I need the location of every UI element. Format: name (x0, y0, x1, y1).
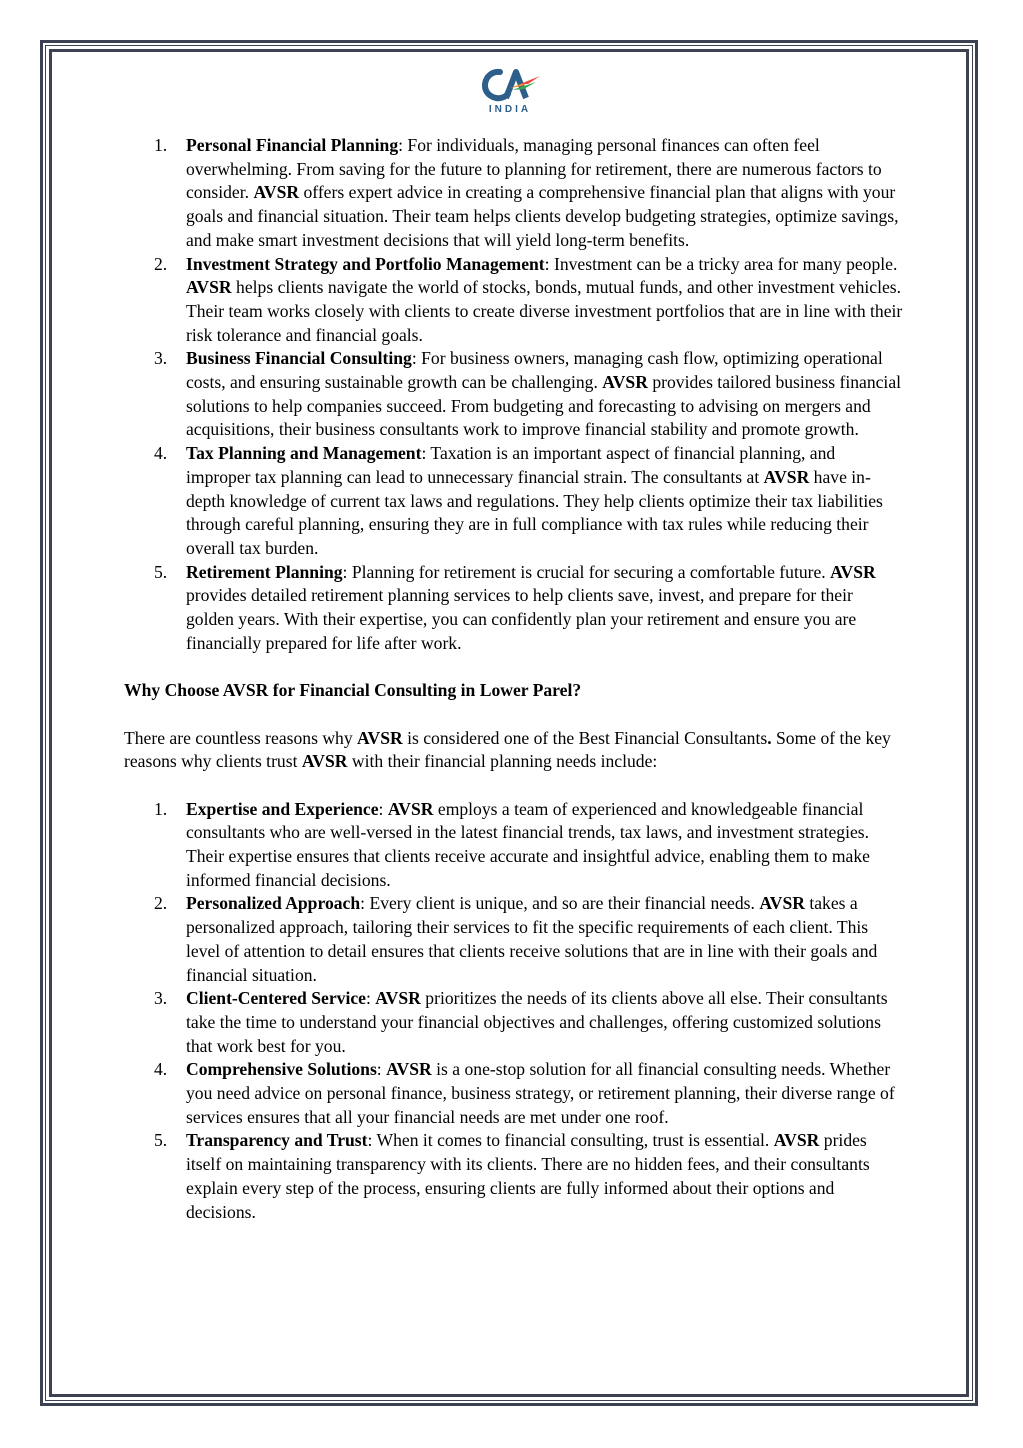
list-number: 5. (154, 1130, 168, 1151)
item-text: is a one-stop solution for all financial consulting needs. Whether you need advice on personal finance, business strategy, or retirement planning, their diverse range of services ensures that all your financial needs are met under one roof. (186, 1059, 895, 1127)
item-text: : (365, 988, 376, 1009)
item-text: : For business owners, managing cash flow, optimizing operational costs, and ensuring sustainable growth can be challenging. (186, 348, 883, 393)
item-title: Comprehensive Solutions (186, 1059, 377, 1080)
section-heading (124, 679, 904, 703)
brand-name: AVSR (830, 561, 876, 582)
item-text: : When it comes to financial consulting, trust is essential. (367, 1130, 774, 1151)
brand-name: AVSR (773, 1130, 820, 1151)
section-heading-text: Why Choose AVSR for Financial Consulting in Lower Parel? (124, 680, 582, 701)
item-text: provides detailed retirement planning services to help clients save, invest, and prepare for their golden years. With their expertise, you can confidently plan your retirement and ensure you are financially prepared for life after work. (186, 585, 857, 653)
brand-name: AVSR (357, 727, 403, 748)
intro-period: . (767, 727, 772, 748)
intro-text: Some of the key reasons why clients trust (124, 727, 891, 772)
list-item (124, 892, 904, 987)
item-title: Personal Financial Planning (186, 135, 399, 155)
item-text: prides itself on maintaining transparency with its clients. There are no hidden fees, and their consultants explain every step of the process, ensuring clients are fully informed about their options and decisions. (186, 1130, 870, 1222)
item-text: : Every client is unique, and so are their financial needs. (360, 893, 760, 914)
brand-name: AVSR (602, 372, 648, 393)
intro-text: There are countless reasons why (124, 727, 358, 748)
brand-name: AVSR (186, 277, 232, 298)
list-item (124, 1129, 904, 1224)
item-title: Client-Centered Service (186, 988, 366, 1009)
brand-name: AVSR (301, 751, 348, 772)
spacer (124, 774, 904, 798)
list-number: 1. (154, 135, 168, 155)
item-title: Transparency and Trust (186, 1130, 368, 1151)
item-text: : (378, 798, 388, 819)
brand-name: AVSR (386, 1059, 432, 1080)
brand-name: AVSR (763, 466, 810, 487)
item-text: helps clients navigate the world of stocks, bonds, mutual funds, and other investment vehicles. Their team works closely with clients to create diverse investment portfolios that are in line with their risk tolerance and financial goals. (186, 277, 903, 345)
spacer (124, 655, 904, 679)
services-list (124, 134, 904, 655)
intro-text: is considered one of the Best Financial Consultants (402, 727, 768, 748)
item-title: Tax Planning and Management (186, 443, 422, 464)
list-number: 3. (154, 988, 168, 1009)
item-text: : (376, 1059, 387, 1080)
brand-name: AVSR (253, 182, 300, 203)
item-text: takes a personalized approach, tailoring their services to fit the specific requirements of each client. This level of attention to detail ensures that clients receive solutions that are in line with their goals and financial situation. (186, 893, 878, 985)
list-item (124, 347, 904, 442)
spacer (124, 703, 904, 727)
list-number: 5. (154, 561, 168, 582)
ca-logo-mark-icon (470, 64, 550, 106)
document-body (124, 134, 904, 1224)
list-number: 2. (154, 253, 168, 274)
item-text: offers expert advice in creating a comprehensive financial plan that aligns with your goals and financial situation. Their team helps clients develop budgeting strategies, optimize savings, and make smart investment decisions that will yield long-term benefits. (186, 182, 899, 250)
item-text: : Investment can be a tricky area for many people. (544, 253, 898, 274)
item-title: Personalized Approach (186, 893, 361, 914)
list-item (124, 1058, 904, 1129)
list-item (124, 987, 904, 1058)
reasons-list (124, 798, 904, 1225)
item-text: : Planning for retirement is crucial for securing a comfortable future. (342, 561, 831, 582)
item-text: provides tailored business financial solutions to help companies succeed. From budgeting and forecasting to advising on mergers and acquisitions, their business consultants work to improve financial stability and promote growth. (186, 372, 902, 440)
intro-text: with their financial planning needs include: (347, 751, 658, 772)
brand-name: AVSR (375, 988, 421, 1009)
list-number: 4. (154, 1059, 168, 1080)
logo-label: INDIA (488, 104, 532, 115)
list-item (124, 253, 904, 348)
item-title: Retirement Planning (186, 561, 343, 582)
item-text: : Taxation is an important aspect of financial planning, and improper tax planning can lead to unnecessary financial strain. The consultants at (186, 443, 836, 487)
list-number: 4. (154, 443, 168, 464)
list-item (124, 798, 904, 893)
list-number: 2. (154, 893, 168, 914)
list-item (124, 134, 904, 253)
list-number: 3. (154, 348, 168, 369)
item-title: Investment Strategy and Portfolio Management (186, 253, 545, 274)
item-title: Expertise and Experience (186, 798, 379, 819)
item-text: employs a team of experienced and knowledgeable financial consultants who are well-versed in the latest financial trends, tax laws, and investment strategies. Their expertise ensures that clients receive accurate and insightful advice, enabling them to make informed financial decisions. (186, 798, 870, 890)
list-item (124, 561, 904, 656)
item-title: Business Financial Consulting (186, 348, 412, 369)
ca-india-logo (470, 64, 550, 120)
item-text: : For individuals, managing personal finances can often feel overwhelming. From saving for the future to planning for retirement, there are numerous factors to consider. (186, 135, 882, 203)
list-number: 1. (154, 798, 168, 819)
brand-name: AVSR (387, 798, 434, 819)
brand-name: AVSR (759, 893, 805, 914)
item-text: have in-depth knowledge of current tax laws and regulations. They help clients optimize their tax liabilities through careful planning, ensuring they are in full compliance with tax rules while reducing their overall tax burden. (186, 466, 883, 558)
item-text: prioritizes the needs of its clients above all else. Their consultants take the time to understand your financial objectives and challenges, offering customized solutions that work best for you. (186, 988, 888, 1056)
list-item (124, 442, 904, 561)
intro-paragraph (124, 727, 904, 774)
